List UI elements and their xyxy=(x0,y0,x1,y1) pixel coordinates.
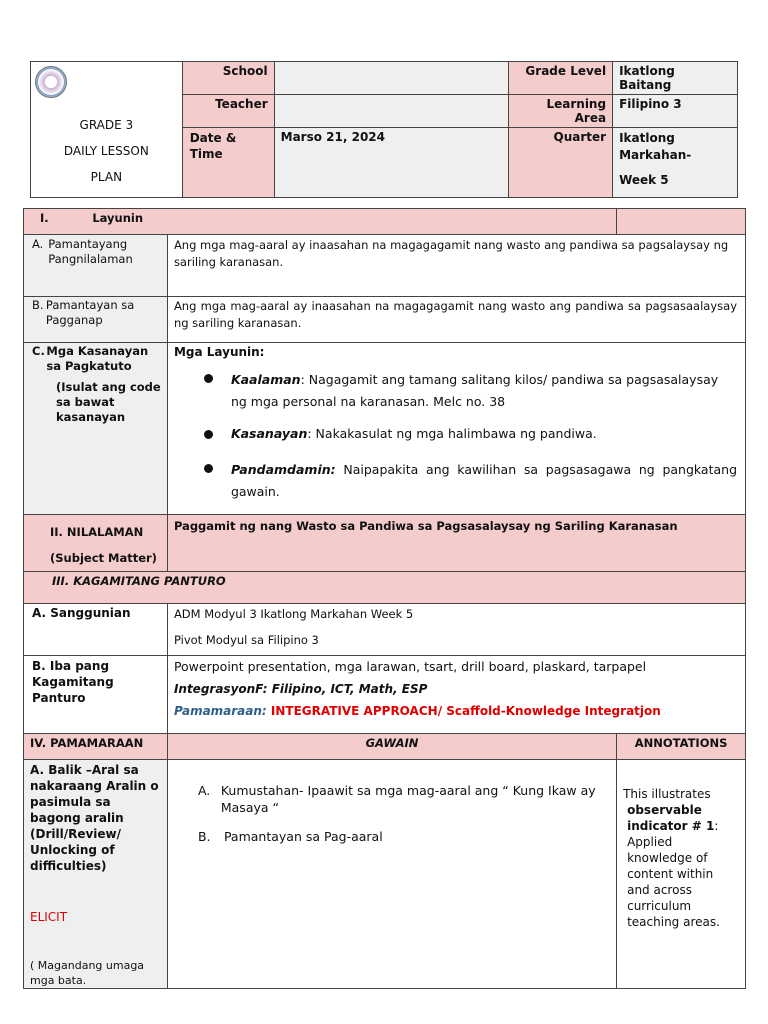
pandamdamin-label: Pandamdamin: xyxy=(230,462,336,477)
greeting-text: ( Magandang umaga mga bata. xyxy=(30,959,145,987)
plan-line: PLAN xyxy=(90,170,123,184)
label-b-text: Pamantayan sa Pagganap xyxy=(45,298,135,327)
quarter-label: Quarter xyxy=(509,128,613,198)
pandamdamin-text xyxy=(231,459,737,503)
quarter-value-line-2: Week 5 xyxy=(619,173,669,187)
label-c-text: Mga Kasanayan sa Pagkatuto xyxy=(46,344,149,373)
nilalaman-title: II. NILALAMAN xyxy=(50,525,144,539)
label-a: A. xyxy=(32,237,44,251)
bullet-icon xyxy=(204,430,213,439)
kasanayan-body: : Nakakasulat ng mga halimbawa ng pandiwa. xyxy=(307,426,597,441)
deped-seal-icon xyxy=(35,66,67,98)
item-b-text: Pamantayan sa Pag-aaral xyxy=(223,829,383,844)
layunin-number: I. xyxy=(40,211,49,225)
iba-pang-kagamitan-cell xyxy=(167,656,745,734)
gawain-item-b xyxy=(198,828,606,845)
mga-layunin-title: Mga Layunin: xyxy=(173,345,265,359)
kasanayan-item-label: Kasanayan xyxy=(230,426,308,441)
layunin-title: Layunin xyxy=(92,211,144,225)
kagamitan-title: III. KAGAMITANG PANTURO xyxy=(52,574,226,588)
kagamitan-materials: Powerpoint presentation, mga larawan, tsart, drill board, plaskard, tarpapel xyxy=(173,659,647,674)
date-time-label: Date & Time xyxy=(182,128,274,198)
kasanayan-label xyxy=(24,343,168,515)
grade-plan-cell xyxy=(31,62,183,198)
item-b-number: B. xyxy=(197,829,211,844)
pamantayang-pangnilalaman-label xyxy=(24,235,168,297)
annotation-indicator: observable indicator # 1 xyxy=(627,803,715,833)
kasanayan-item xyxy=(174,425,737,443)
teacher-label: Teacher xyxy=(182,95,274,128)
bullet-icon xyxy=(204,464,213,473)
pamantayan-sa-pagganap-label xyxy=(24,297,168,343)
teacher-value xyxy=(274,95,509,128)
elicit-label: ELICIT xyxy=(30,910,68,924)
date-value: Marso 21, 2024 xyxy=(274,128,509,198)
sanggunian-label: A. Sanggunian xyxy=(24,604,168,656)
kaalaman-text xyxy=(231,369,737,413)
kaalaman-label: Kaalaman xyxy=(230,372,301,387)
annotations-heading: ANNOTATIONS xyxy=(617,734,746,760)
balik-aral-label: A. Balik –Aral sa nakaraang Aralin o pasimula sa bagong aralin (Drill/Review/ Unlocking of difficulties) xyxy=(30,763,159,873)
pamamaraan-heading: IV. PAMAMARAAN xyxy=(24,734,168,760)
item-a-text: Kumustahan- Ipaawit sa mga mag-aaral ang “ Kung Ikaw ay Masaya “ xyxy=(220,783,596,815)
pamamaraan-label: Pamamaraan: xyxy=(173,704,267,718)
iba-pang-kagamitan-label: B. Iba pang Kagamitang Panturo xyxy=(24,656,168,734)
lesson-plan-body xyxy=(23,208,746,989)
label-c-note: (Isulat ang code sa bawat kasanayan xyxy=(56,380,161,424)
kaalaman-item xyxy=(174,369,737,413)
nilalaman-subtitle: (Subject Matter) xyxy=(50,551,157,565)
balik-aral-label-cell xyxy=(24,760,168,989)
school-value xyxy=(274,62,509,95)
kagamitan-heading xyxy=(24,572,746,604)
grade-level-label: Grade Level xyxy=(509,62,613,95)
sanggunian-line-1: ADM Modyul 3 Ikatlong Markahan Week 5 xyxy=(173,607,414,621)
gawain-cell xyxy=(167,760,616,989)
grade-line: GRADE 3 xyxy=(79,118,134,132)
dll-line: DAILY LESSON xyxy=(63,144,149,158)
pamamaraan-line xyxy=(174,704,739,718)
gawain-item-a xyxy=(198,782,606,816)
annotation-body: : Applied knowledge of content within and across curriculum teaching areas. xyxy=(627,819,720,929)
quarter-value-line-1: Ikatlong Markahan- xyxy=(619,131,692,162)
quarter-value xyxy=(613,128,738,198)
sanggunian-line-2: Pivot Modyul sa Filipino 3 xyxy=(173,633,319,647)
nilalaman-text: Paggamit ng nang Wasto sa Pandiwa sa Pagsasalaysay ng Sariling Karanasan xyxy=(167,515,745,572)
bullet-icon xyxy=(204,374,213,383)
pamantayan-sa-pagganap-text: Ang mga mag-aaral ay inaasahan na magagagamit nang wasto ang pandiwa sa pagsasaalaysay ng sariling karanasan. xyxy=(167,297,745,343)
nilalaman-label xyxy=(24,515,168,572)
kasanayan-text xyxy=(231,425,597,443)
kaalaman-body: : Nagagamit ang tamang salitang kilos/ pandiwa sa pagsasalaysay ng mga personal na karanasan. Melc no. 38 xyxy=(230,372,719,409)
layunin-heading-annotation xyxy=(617,209,746,235)
gawain-heading xyxy=(167,734,616,760)
learning-area-label: Learning Area xyxy=(509,95,613,128)
sanggunian-cell xyxy=(167,604,745,656)
integrasyon-line: IntegrasyonF: Filipino, ICT, Math, ESP xyxy=(173,682,428,696)
learning-area-value: Filipino 3 xyxy=(613,95,738,128)
mga-layunin-cell xyxy=(167,343,745,515)
lesson-plan-header xyxy=(30,61,738,198)
grade-level-value: Ikatlong Baitang xyxy=(613,62,738,95)
label-c: C. xyxy=(32,344,45,358)
annotation-cell xyxy=(617,760,746,989)
pamantayang-pangnilalaman-text: Ang mga mag-aaral ay inaasahan na magagagamit nang wasto ang pandiwa sa pagsalaysay ng sariling karanasan. xyxy=(167,235,745,297)
gawain-title: GAWAIN xyxy=(365,736,419,750)
layunin-heading xyxy=(24,209,617,235)
pamamaraan-approach: INTEGRATIVE APPROACH/ Scaffold-Knowledge Integratjon xyxy=(266,704,661,718)
label-a-text: Pamantayang Pangnilalaman xyxy=(48,237,133,266)
item-a-number: A. xyxy=(197,783,211,798)
school-label: School xyxy=(182,62,274,95)
annotation-intro: This illustrates xyxy=(623,787,711,801)
label-b: B. xyxy=(32,298,44,312)
pandamdamin-item xyxy=(174,459,737,503)
pandamdamin-body: Naipapakita ang kawilihan sa pagsasagawa ng pangkatang gawain. xyxy=(230,462,737,499)
